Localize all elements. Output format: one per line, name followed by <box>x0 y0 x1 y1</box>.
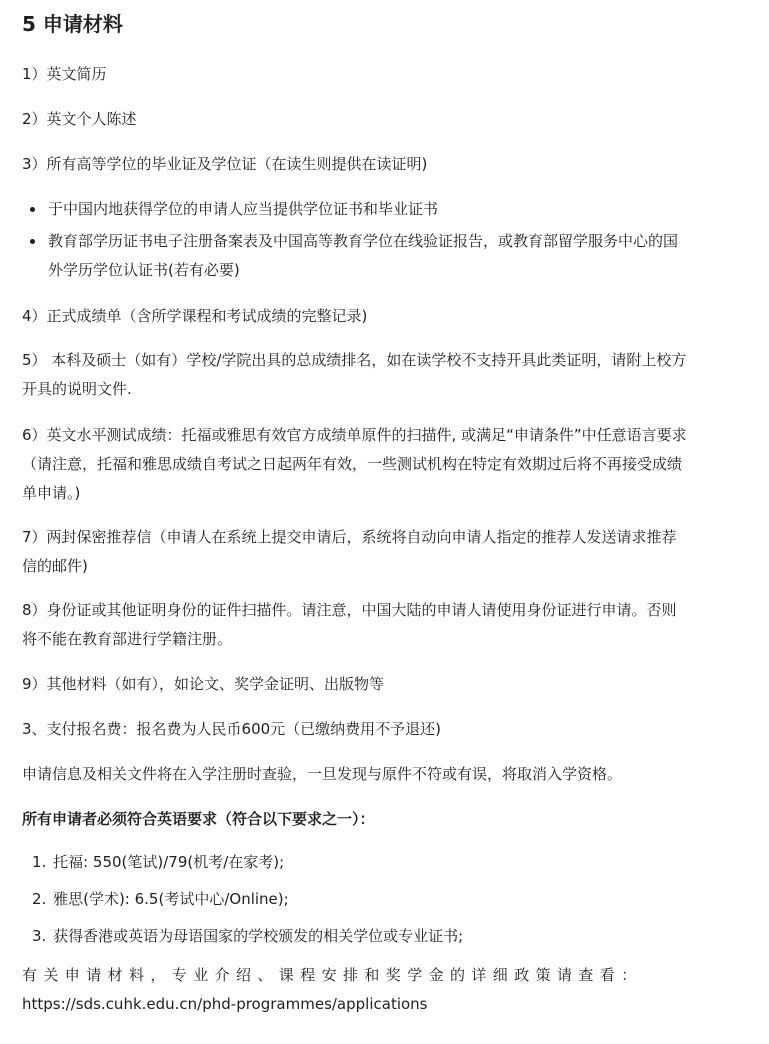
more-info-block <box>22 961 687 1019</box>
item-transcript: 4）正式成绩单（含所学课程和考试成绩的完整记录) <box>22 307 368 325</box>
item-id-document: 8）身份证或其他证明身份的证件扫描件。请注意，中国大陆的申请人请使用身份证进行申请。否则将不能在教育部进行学籍注册。 <box>22 601 677 648</box>
item-other-materials: 9）其他材料（如有），如论文、奖学金证明、出版物等 <box>22 675 385 693</box>
degree-certificate-bullets <box>22 195 687 288</box>
item-cv: 1）英文简历 <box>22 65 107 83</box>
english-option-2 <box>22 885 687 914</box>
option-number: 1. <box>32 853 47 871</box>
verification-note: 申请信息及相关文件将在入学注册时查验，一旦发现与原件不符或有误，将取消入学资格。 <box>22 765 623 783</box>
application-fee: 3、支付报名费：报名费为人民币600元（已缴纳费用不予退还) <box>22 720 442 738</box>
option-text: 雅思(学术): 6.5(考试中心/Online); <box>53 890 289 908</box>
option-text: 托福: 550(笔试)/79(机考/在家考); <box>53 853 285 871</box>
english-option-3 <box>22 922 687 951</box>
item-ranking: 5） 本科及硕士（如有）学校/学院出具的总成绩排名，如在读学校不支持开具此类证明，请附上校方开具的说明文件. <box>22 351 687 398</box>
item-personal-statement: 2）英文个人陈述 <box>22 110 137 128</box>
option-text: 获得香港或英语为母语国家的学校颁发的相关学位或专业证书; <box>53 927 464 945</box>
applications-link[interactable]: https://sds.cuhk.edu.cn/phd-programmes/applications <box>22 995 428 1013</box>
english-requirement-title: 所有申请者必须符合英语要求（符合以下要求之一）： <box>22 810 375 828</box>
more-info-text: 有关申请材料，专业介绍、课程安排和奖学金的详细政策请查看： <box>22 966 643 984</box>
bullet-verification-report: 教育部学历证书电子注册备案表及中国高等教育学位在线验证报告，或教育部留学服务中心的国外学历学位认证书(若有必要) <box>22 227 687 285</box>
item-english-test: 6）英文水平测试成绩：托福或雅思有效官方成绩单原件的扫描件, 或满足“申请条件”中任意语言要求（请注意，托福和雅思成绩自考试之日起两年有效，一些测试机构在特定有效期过后将不再接受成绩单申请。) <box>22 426 687 502</box>
item-degree-certificates: 3）所有高等学位的毕业证及学位证（在读生则提供在读证明) <box>22 155 428 173</box>
item-reference-letters: 7）两封保密推荐信（申请人在系统上提交申请后，系统将自动向申请人指定的推荐人发送请求推荐信的邮件) <box>22 528 677 575</box>
english-requirement-list <box>22 848 687 959</box>
bullet-mainland-degree: 于中国内地获得学位的申请人应当提供学位证书和毕业证书 <box>22 195 687 224</box>
english-option-1 <box>22 848 687 877</box>
option-number: 2. <box>32 890 47 908</box>
section-heading: 5 申请材料 <box>22 12 123 36</box>
option-number: 3. <box>32 927 47 945</box>
